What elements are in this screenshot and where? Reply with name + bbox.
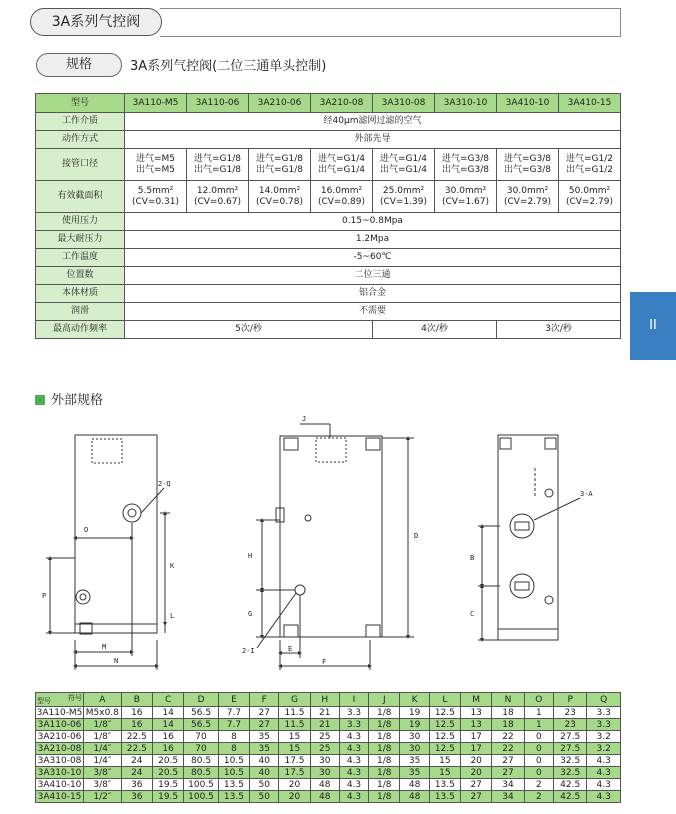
area-cell: 30.0mm² (CV=2.79)	[497, 181, 559, 213]
dim-value-cell: 15	[429, 755, 460, 767]
row-label: 工作温度	[36, 249, 125, 267]
dim-model-cell: 3A110-M5	[36, 707, 83, 718]
dim-value-cell: 25	[310, 743, 339, 755]
dim-value-cell: 35	[250, 743, 279, 755]
dim-value-cell: 27	[492, 755, 524, 767]
label-h: H	[248, 552, 253, 560]
chapter-tab[interactable]: II	[630, 292, 676, 360]
dim-value-cell: 20	[461, 767, 492, 779]
dim-value-cell: 13	[461, 707, 492, 719]
dim-value-cell: 13.5	[218, 791, 249, 803]
dim-value-cell: 11.5	[279, 719, 310, 731]
dim-model-cell: 3A210-08	[36, 743, 84, 755]
dim-value-cell: 0	[524, 767, 553, 779]
dim-row	[36, 755, 621, 767]
dim-value-cell: 12.5	[429, 707, 460, 719]
dim-value-cell: 16	[152, 743, 183, 755]
dim-value-cell: 4.3	[587, 755, 621, 767]
dim-value-cell: 0	[524, 743, 553, 755]
right-view	[478, 435, 580, 640]
dim-value-cell: 1/8″	[84, 719, 122, 731]
model-cell: 3A210-06	[249, 94, 311, 113]
dim-header-cell: M	[461, 693, 492, 707]
dim-value-cell: 2	[524, 791, 553, 803]
dim-value-cell: 48	[400, 791, 429, 803]
dim-model-cell: 3A410-15	[36, 791, 84, 803]
label-k: K	[170, 562, 175, 570]
dim-value-cell: 3.2	[587, 731, 621, 743]
dim-value-cell: 27	[492, 767, 524, 779]
freq-value: 4次/秒	[373, 321, 497, 339]
medium-value: 经40μm滤网过滤的空气	[125, 113, 621, 131]
dim-value-cell: 21	[310, 707, 339, 719]
row-label: 本体材质	[36, 285, 125, 303]
port-cell: 进气=G1/2 出气=G1/2	[559, 149, 621, 181]
spec-row	[36, 231, 621, 249]
row-label: 使用压力	[36, 213, 125, 231]
dimension-drawings	[30, 408, 620, 678]
dim-value-cell: 18	[492, 719, 524, 731]
dim-value-cell: 56.5	[184, 719, 218, 731]
spec-label: 规格	[36, 53, 122, 77]
dim-value-cell: 42.5	[553, 791, 586, 803]
label-f: F	[322, 658, 327, 666]
port-cell: 进气=G1/4 出气=G1/4	[311, 149, 373, 181]
dim-value-cell: 27.5	[553, 743, 586, 755]
label-e: E	[288, 645, 293, 653]
dim-model-cell: 3A310-08	[36, 755, 84, 767]
dim-value-cell: 27	[461, 791, 492, 803]
pressure-value: 0.15~0.8Mpa	[125, 213, 621, 231]
dim-value-cell: 4.3	[339, 731, 368, 743]
dim-value-cell: 27.5	[553, 731, 586, 743]
dim-value-cell: 50	[250, 791, 279, 803]
label-j: J	[302, 415, 307, 423]
spec-header-label: 型号	[36, 94, 125, 113]
dim-value-cell: 10.5	[218, 767, 249, 779]
dim-value-cell: 3.3	[587, 719, 621, 731]
dim-value-cell: 30	[400, 731, 429, 743]
spec-row	[36, 267, 621, 285]
label-3a: 3-A	[580, 490, 593, 498]
dim-value-cell: 1/8	[369, 779, 400, 791]
row-label: 位置数	[36, 267, 125, 285]
dim-header-cell: E	[218, 693, 249, 707]
dim-value-cell: 1/2″	[84, 791, 122, 803]
dim-model-cell: 3A110-06	[36, 719, 84, 731]
dim-value-cell: 16	[121, 707, 152, 719]
row-label: 动作方式	[36, 131, 125, 149]
dim-value-cell: 100.5	[184, 791, 218, 803]
dim-value-cell: 17.5	[279, 755, 310, 767]
dim-value-cell: 3.3	[339, 719, 368, 731]
dim-header-cell: H	[310, 693, 339, 707]
dim-value-cell: 4.3	[339, 779, 368, 791]
positions-value: 二位三通	[125, 267, 621, 285]
dim-value-cell: 1/8	[369, 767, 400, 779]
material-value: 铝合金	[125, 285, 621, 303]
dim-header-cell: Q	[587, 693, 621, 707]
dim-value-cell: 23	[553, 719, 586, 731]
dim-value-cell: 7.7	[218, 719, 249, 731]
dim-value-cell: 20.5	[152, 767, 183, 779]
label-c: C	[470, 610, 475, 618]
label-m: M	[102, 643, 107, 651]
dim-value-cell: 19	[400, 707, 429, 719]
dim-value-cell: 50	[250, 779, 279, 791]
dim-value-cell: 7.7	[218, 707, 249, 719]
dim-value-cell: 30	[400, 743, 429, 755]
dim-row	[36, 779, 621, 791]
proof-value: 1.2Mpa	[125, 231, 621, 249]
dim-value-cell: 34	[492, 791, 524, 803]
dim-model-cell: 3A410-10	[36, 779, 84, 791]
dim-header-cell: K	[400, 693, 429, 707]
spec-table	[35, 93, 621, 339]
dim-value-cell: 13.5	[429, 779, 460, 791]
dim-value-cell: 22.5	[121, 731, 152, 743]
dim-value-cell: 20	[279, 791, 310, 803]
label-2i: 2-I	[242, 647, 255, 655]
spec-row	[36, 321, 621, 339]
dim-value-cell: 23	[553, 707, 586, 719]
spec-header-row	[36, 94, 621, 113]
dim-value-cell: 36	[121, 791, 152, 803]
row-label: 润滑	[36, 303, 125, 321]
dim-value-cell: 32.5	[553, 767, 586, 779]
row-label: 最高动作频率	[36, 321, 125, 339]
dimension-table	[35, 692, 621, 803]
area-cell: 25.0mm² (CV=1.39)	[373, 181, 435, 213]
label-b: B	[470, 554, 475, 562]
dim-value-cell: 4.3	[339, 791, 368, 803]
model-cell: 3A210-08	[311, 94, 373, 113]
spec-row	[36, 249, 621, 267]
dim-row	[36, 731, 621, 743]
dim-value-cell: 18	[492, 707, 524, 719]
dim-value-cell: 14	[152, 707, 183, 719]
dim-value-cell: 4.3	[339, 767, 368, 779]
dim-value-cell: 4.3	[339, 743, 368, 755]
dim-value-cell: 12.5	[429, 731, 460, 743]
dim-value-cell: 1/8	[369, 755, 400, 767]
freq-value: 3次/秒	[497, 321, 621, 339]
dim-value-cell: 20	[279, 779, 310, 791]
port-cell: 进气=G1/8 出气=G1/8	[249, 149, 311, 181]
spec-row	[36, 131, 621, 149]
dim-value-cell: 35	[250, 731, 279, 743]
model-cell: 3A110-06	[187, 94, 249, 113]
dim-value-cell: 12.5	[429, 719, 460, 731]
dim-value-cell: 3.3	[339, 707, 368, 719]
dim-value-cell: 13.5	[429, 791, 460, 803]
dim-value-cell: 11.5	[279, 707, 310, 719]
dim-row	[36, 767, 621, 779]
dim-value-cell: 15	[429, 767, 460, 779]
dim-value-cell: 4.3	[587, 779, 621, 791]
freq-value: 5次/秒	[125, 321, 373, 339]
port-cell: 进气=G1/8 出气=G1/8	[187, 149, 249, 181]
label-p: P	[42, 592, 47, 600]
outer-spec-heading	[35, 389, 103, 408]
dim-value-cell: 1/8	[369, 707, 400, 719]
page-title: 3A系列气控阀	[30, 8, 162, 36]
dim-value-cell: 1/8	[369, 719, 400, 731]
dim-value-cell: 4.3	[587, 791, 621, 803]
dim-header-cell: N	[492, 693, 524, 707]
spec-row	[36, 113, 621, 131]
dim-value-cell: 24	[121, 755, 152, 767]
title-rule	[160, 8, 621, 37]
label-2q: 2-Q	[158, 480, 171, 488]
dim-row	[36, 743, 621, 755]
dim-value-cell: 20	[461, 755, 492, 767]
dim-header-cell: I	[339, 693, 368, 707]
dim-row	[36, 791, 621, 803]
dim-value-cell: 27	[250, 707, 279, 719]
area-cell: 30.0mm² (CV=1.67)	[435, 181, 497, 213]
dim-value-cell: 15	[279, 731, 310, 743]
row-label: 接管口径	[36, 149, 125, 181]
dim-value-cell: 15	[279, 743, 310, 755]
action-value: 外部先导	[125, 131, 621, 149]
dim-value-cell: 13	[461, 719, 492, 731]
dim-value-cell: 1/8	[369, 743, 400, 755]
dim-value-cell: 19.5	[152, 779, 183, 791]
dim-value-cell: 35	[400, 755, 429, 767]
dim-value-cell: 36	[121, 779, 152, 791]
dim-value-cell: 1/4″	[84, 755, 122, 767]
dim-value-cell: 1/4″	[84, 743, 122, 755]
dim-header-cell: A	[84, 693, 122, 707]
dim-value-cell: 2	[524, 779, 553, 791]
area-cell: 16.0mm² (CV=0.89)	[311, 181, 373, 213]
row-label: 最大耐压力	[36, 231, 125, 249]
green-square-icon	[35, 395, 45, 405]
dim-header-cell: O	[524, 693, 553, 707]
dim-value-cell: 3.2	[587, 743, 621, 755]
dim-header-row	[36, 693, 621, 707]
dim-value-cell: 35	[400, 767, 429, 779]
label-n: N	[114, 657, 119, 665]
label-o: O	[84, 526, 89, 534]
dim-value-cell: 48	[310, 779, 339, 791]
dim-header-cell: P	[553, 693, 586, 707]
dim-value-cell: M5x0.8	[84, 707, 122, 719]
dim-value-cell: 4.3	[587, 767, 621, 779]
dim-value-cell: 32.5	[553, 755, 586, 767]
dim-value-cell: 3.3	[587, 707, 621, 719]
dim-value-cell: 19.5	[152, 791, 183, 803]
dim-value-cell: 22.5	[121, 743, 152, 755]
dim-value-cell: 13.5	[218, 779, 249, 791]
outer-heading-text: 外部规格	[51, 393, 104, 408]
spec-row	[36, 213, 621, 231]
area-cell: 12.0mm² (CV=0.67)	[187, 181, 249, 213]
dim-value-cell: 16	[121, 719, 152, 731]
label-l: L	[170, 612, 175, 620]
dim-value-cell: 8	[218, 731, 249, 743]
dim-value-cell: 70	[184, 743, 218, 755]
dim-value-cell: 20.5	[152, 755, 183, 767]
dim-header-cell: D	[184, 693, 218, 707]
model-cell: 3A310-08	[373, 94, 435, 113]
port-cell: 进气=M5 出气=M5	[125, 149, 187, 181]
dim-value-cell: 70	[184, 731, 218, 743]
spec-row	[36, 303, 621, 321]
dim-value-cell: 25	[310, 731, 339, 743]
dim-header-cell: F	[250, 693, 279, 707]
dim-value-cell: 24	[121, 767, 152, 779]
dim-value-cell: 17	[461, 743, 492, 755]
dim-value-cell: 3/8″	[84, 767, 122, 779]
dim-value-cell: 22	[492, 743, 524, 755]
dim-header-cell: L	[429, 693, 460, 707]
dim-value-cell: 4.3	[339, 755, 368, 767]
row-label: 工作介质	[36, 113, 125, 131]
label-d: D	[414, 532, 419, 540]
dim-header-cell: C	[152, 693, 183, 707]
dim-value-cell: 17.5	[279, 767, 310, 779]
dim-value-cell: 30	[310, 767, 339, 779]
spec-row	[36, 149, 621, 181]
spec-subtitle: 3A系列气控阀(二位三通单头控制)	[130, 59, 327, 74]
dim-value-cell: 22	[492, 731, 524, 743]
dim-value-cell: 80.5	[184, 767, 218, 779]
dim-value-cell: 14	[152, 719, 183, 731]
dim-value-cell: 19	[400, 719, 429, 731]
port-cell: 进气=G1/4 出气=G1/4	[373, 149, 435, 181]
dim-value-cell: 100.5	[184, 779, 218, 791]
dim-header-cell: B	[121, 693, 152, 707]
port-cell: 进气=G3/8 出气=G3/8	[435, 149, 497, 181]
spec-row	[36, 181, 621, 213]
dim-row	[36, 707, 621, 719]
dim-value-cell: 21	[310, 719, 339, 731]
dim-value-cell: 12.5	[429, 743, 460, 755]
port-cell: 进气=G3/8 出气=G3/8	[497, 149, 559, 181]
dim-value-cell: 56.5	[184, 707, 218, 719]
dim-value-cell: 42.5	[553, 779, 586, 791]
dim-model-cell: 3A310-10	[36, 767, 84, 779]
dim-value-cell: 1	[524, 707, 553, 719]
dim-value-cell: 30	[310, 755, 339, 767]
dim-value-cell: 0	[524, 755, 553, 767]
temp-value: -5~60℃	[125, 249, 621, 267]
dim-value-cell: 3/8″	[84, 779, 122, 791]
label-g: G	[248, 610, 253, 618]
dim-value-cell: 48	[400, 779, 429, 791]
row-label: 有效截面积	[36, 181, 125, 213]
area-cell: 5.5mm² (CV=0.31)	[125, 181, 187, 213]
dim-value-cell: 34	[492, 779, 524, 791]
dim-header-cell: G	[279, 693, 310, 707]
dim-value-cell: 8	[218, 743, 249, 755]
dim-value-cell: 1/8	[369, 791, 400, 803]
left-view	[46, 435, 170, 670]
dim-value-cell: 10.5	[218, 755, 249, 767]
middle-view	[256, 424, 414, 670]
dim-value-cell: 40	[250, 755, 279, 767]
dim-value-cell: 48	[310, 791, 339, 803]
dim-value-cell: 0	[524, 731, 553, 743]
dim-header-cell: J	[369, 693, 400, 707]
dim-value-cell: 27	[461, 779, 492, 791]
lube-value: 不需要	[125, 303, 621, 321]
model-cell: 3A110-M5	[125, 94, 187, 113]
model-cell: 3A410-10	[497, 94, 559, 113]
dim-value-cell: 1	[524, 719, 553, 731]
dim-row	[36, 719, 621, 731]
model-cell: 3A310-10	[435, 94, 497, 113]
dim-value-cell: 1/8	[369, 731, 400, 743]
dim-value-cell: 27	[250, 719, 279, 731]
dim-value-cell: 16	[152, 731, 183, 743]
dim-corner-cell: 符号 型号	[37, 694, 83, 705]
model-cell: 3A410-15	[559, 94, 621, 113]
dim-value-cell: 17	[461, 731, 492, 743]
area-cell: 50.0mm² (CV=2.79)	[559, 181, 621, 213]
area-cell: 14.0mm² (CV=0.78)	[249, 181, 311, 213]
dim-model-cell: 3A210-06	[36, 731, 84, 743]
dim-value-cell: 40	[250, 767, 279, 779]
spec-row	[36, 285, 621, 303]
dim-value-cell: 1/8″	[84, 731, 122, 743]
dim-value-cell: 80.5	[184, 755, 218, 767]
